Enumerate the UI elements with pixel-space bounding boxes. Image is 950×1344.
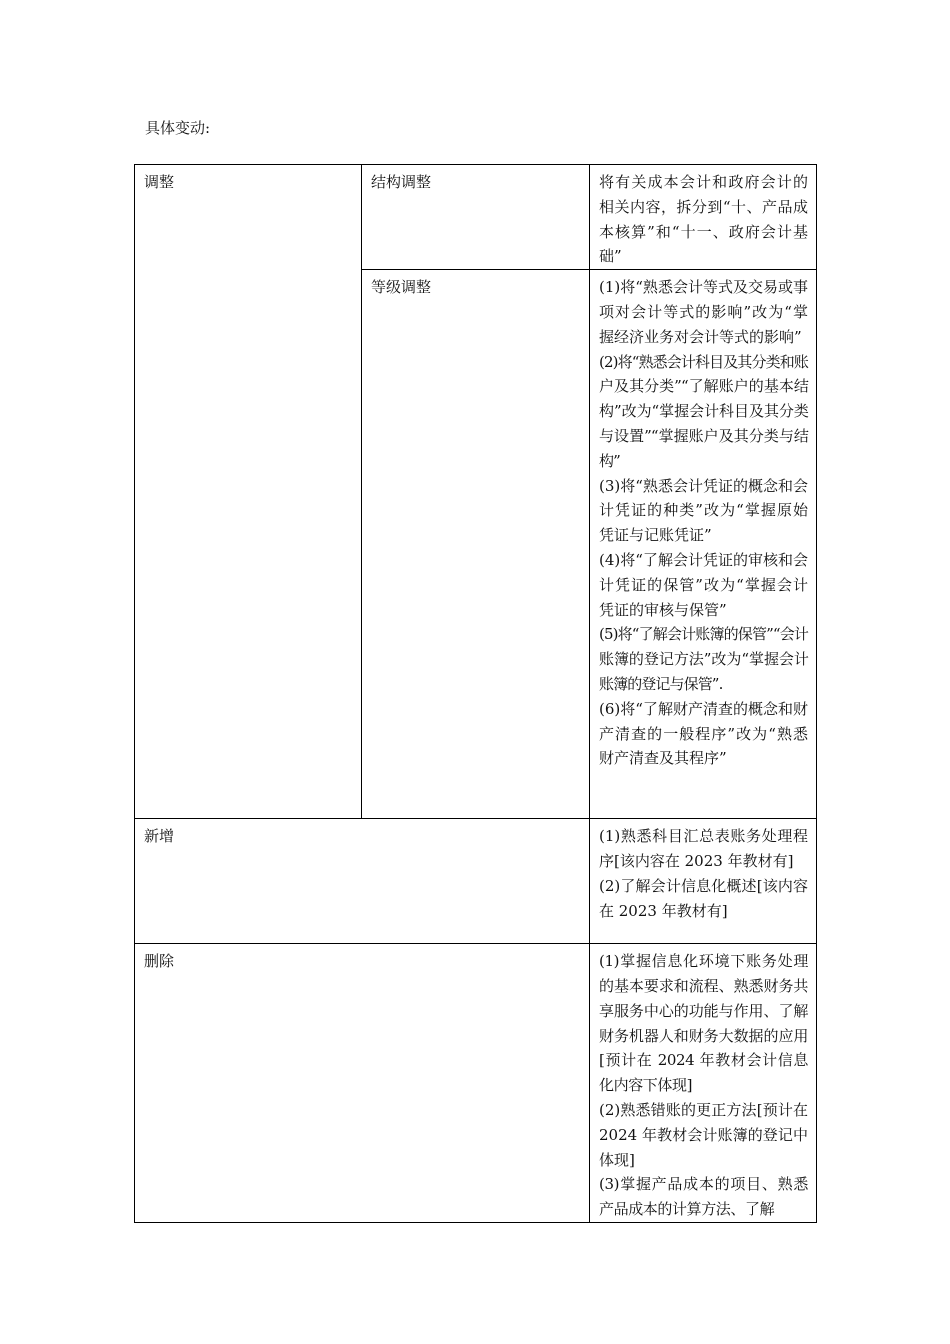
level-item: (2)将“熟悉会计科目及其分类和账户及其分类”“了解账户的基本结构”改为“掌握会计科目及其分类与设置”“掌握账户及其分类与结构” xyxy=(599,352,808,470)
removed-item: (3)掌握产品成本的项目、熟悉产品成本的计算方法、了解 xyxy=(599,1175,808,1219)
level-subcategory-cell xyxy=(362,270,590,819)
structure-content-cell xyxy=(590,165,817,270)
table-row-structure xyxy=(135,165,817,270)
level-content-cell xyxy=(590,270,817,819)
level-item: (1)将“熟悉会计等式及交易或事项对会计等式的影响”改为“掌握经济业务对会计等式的影响” xyxy=(599,278,808,346)
level-item: (6)将“了解财产清查的概念和财产清查的一般程序”改为“熟悉财产清查及其程序” xyxy=(599,699,808,768)
added-item: (1)熟悉科目汇总表账务处理程序[该内容在 2023 年教材有] xyxy=(599,827,808,870)
table-row-removed xyxy=(135,944,817,1223)
added-category-label: 新增 xyxy=(144,827,175,846)
adjust-category-label: 调整 xyxy=(144,173,175,191)
changes-table xyxy=(134,164,817,1223)
added-content-cell xyxy=(590,819,817,944)
level-subcategory-label: 等级调整 xyxy=(371,278,432,297)
adjust-category-cell xyxy=(135,165,362,819)
removed-item: (1)掌握信息化环境下账务处理的基本要求和流程、熟悉财务共享服务中心的功能与作用、了解财务机器人和财务大数据的应用[预计在 2024 年教材会计信息化内容下体现] xyxy=(599,952,808,1095)
added-category-cell xyxy=(135,819,590,944)
page-heading: 具体变动: xyxy=(145,119,211,137)
level-item: (3)将“熟悉会计凭证的概念和会计凭证的种类”改为“掌握原始凭证与记账凭证” xyxy=(599,476,808,545)
removed-item: (2)熟悉错账的更正方法[预计在 2024 年教材会计账簿的登记中体现] xyxy=(599,1100,808,1169)
removed-content-cell xyxy=(590,944,817,1223)
removed-category-label: 删除 xyxy=(144,952,175,971)
structure-subcategory-cell xyxy=(362,165,590,270)
added-item: (2)了解会计信息化概述[该内容在 2023 年教材有] xyxy=(599,876,808,920)
level-item: (4)将“了解会计凭证的审核和会计凭证的保管”改为“掌握会计凭证的审核与保管” xyxy=(599,550,808,619)
structure-subcategory-label: 结构调整 xyxy=(371,173,432,191)
removed-category-cell xyxy=(135,944,590,1223)
structure-content-text: 将有关成本会计和政府会计的相关内容，拆分到“十、产品成本核算”和“十一、政府会计基础” xyxy=(599,173,808,266)
table-row-added xyxy=(135,819,817,944)
level-item: (5)将“了解会计账簿的保管”“会计账簿的登记方法”改为“掌握会计账簿的登记与保管”. xyxy=(599,625,808,693)
